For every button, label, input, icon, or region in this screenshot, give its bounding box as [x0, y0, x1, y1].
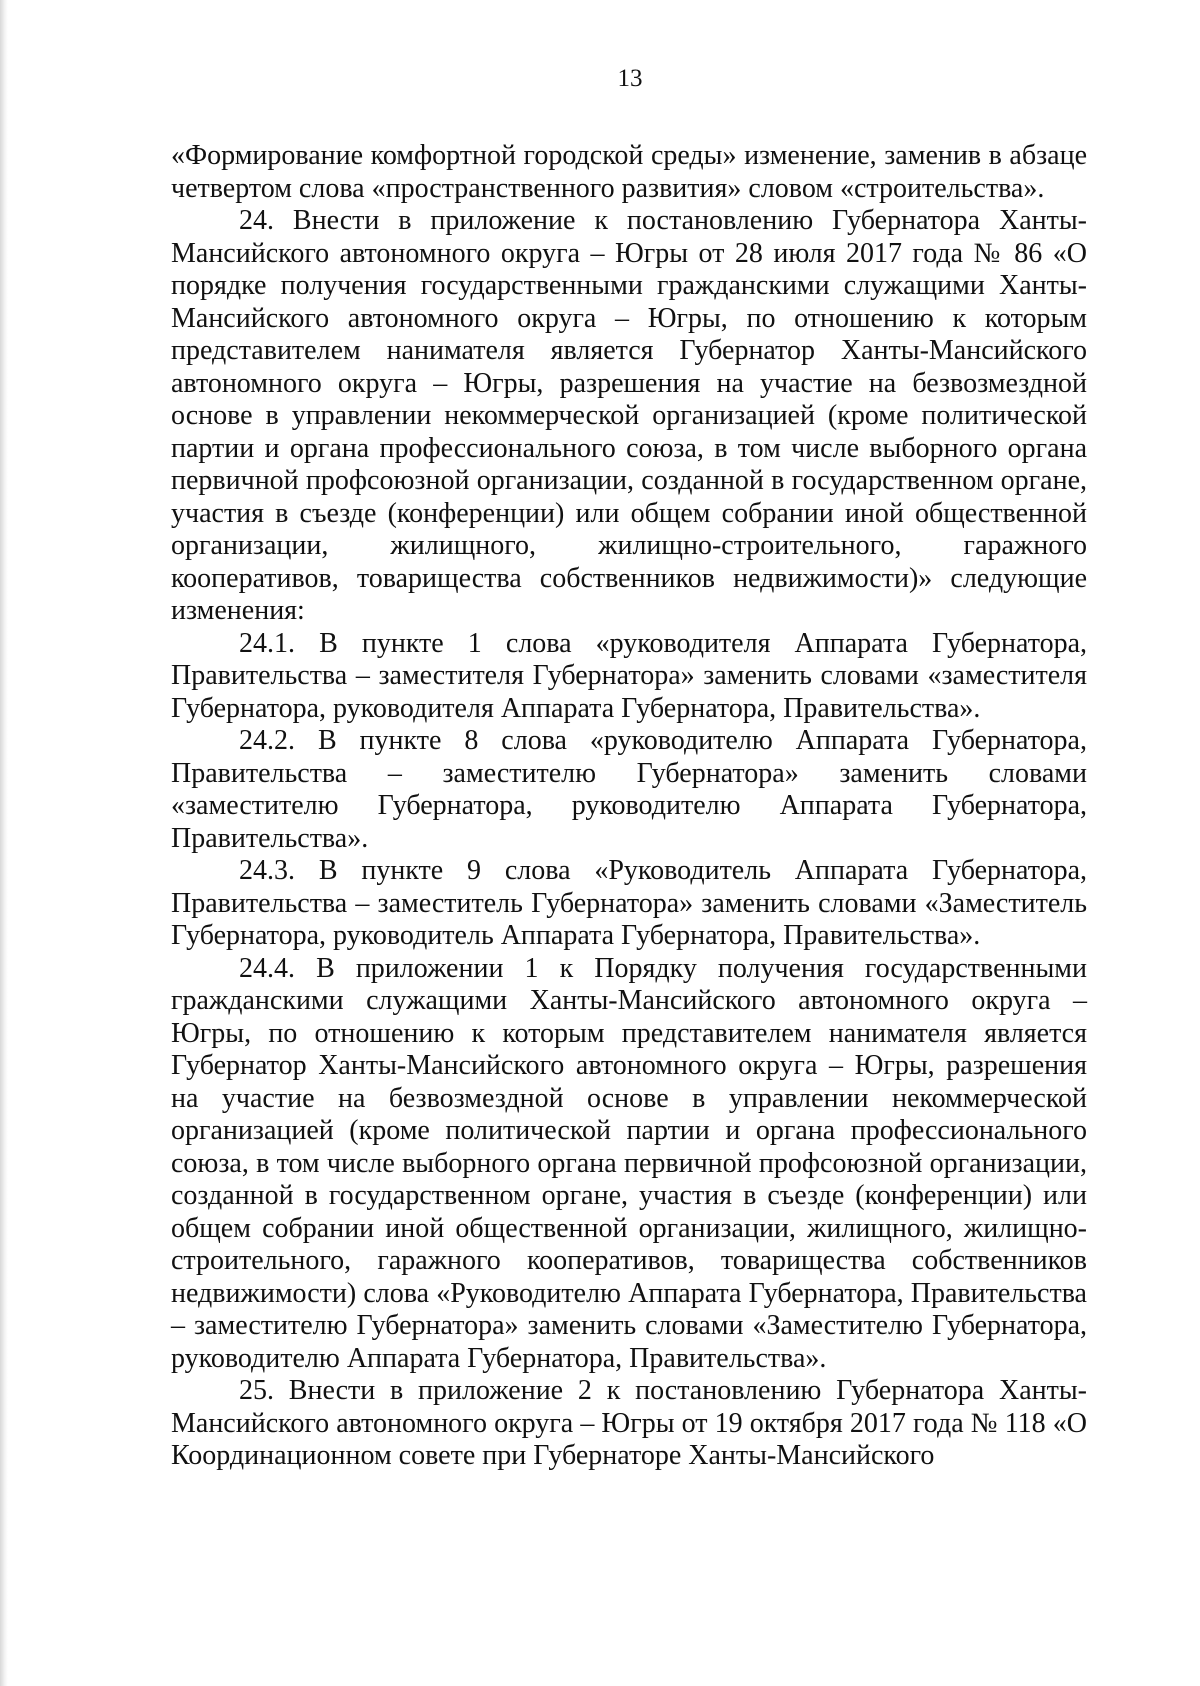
paragraph: «Формирование комфортной городской среды» изменение, заменив в абзаце четвертом слова «пространственного развития» словом «строительства». — [171, 140, 1087, 204]
page-number: 13 — [617, 65, 643, 92]
scan-edge — [0, 0, 8, 1686]
document-body — [171, 140, 1087, 1473]
paragraph: 24.2. В пункте 8 слова «руководителю Аппарата Губернатора, Правительства – заместителю Губернатора» заменить словами «заместителю Губернатора, руководителю Аппарата Губернатора, Правительства». — [171, 725, 1087, 854]
paragraph: 24.1. В пункте 1 слова «руководителя Аппарата Губернатора, Правительства – заместителя Губернатора» заменить словами «заместителя Губернатора, руководителя Аппарата Губернатора, Правительства». — [171, 627, 1087, 724]
paragraph: 24.4. В приложении 1 к Порядку получения государственными гражданскими служащими Ханты-Мансийского автономного округа – Югры, по отношению к которым представителем нанимателя является Губернатор Ханты-Мансийского автономного округа – Югры, разрешения на участие на безвозмездной основе в управлении некоммерческой организацией (кроме политической партии и органа профессионального союза, в том числе выборного органа первичной профсоюзной организации, созданной в государственном органе, участия в съезде (конференции) или общем собрании иной общественной организации, жилищного, жилищно-строительного, гаражного кооперативов, товарищества собственников недвижимости) слова «Руководителю Аппарата Губернатора, Правительства – заместителю Губернатора» заменить словами «Заместителю Губернатора, руководителю Аппарата Губернатора, Правительства». — [171, 952, 1087, 1374]
paragraph: 24. Внести в приложение к постановлению Губернатора Ханты-Мансийского автономного округа – Югры от 28 июля 2017 года № 86 «О порядке получения государственными гражданскими служащими Ханты-Мансийского автономного округа – Югры, по отношению к которым представителем нанимателя является Губернатор Ханты-Мансийского автономного округа – Югры, разрешения на участие на безвозмездной основе в управлении некоммерческой организацией (кроме политической партии и органа профессионального союза, в том числе выборного органа первичной профсоюзной организации, созданной в государственном органе, участия в съезде (конференции) или общем собрании иной общественной организации, жилищного, жилищно-строительного, гаражного кооперативов, товарищества собственников недвижимости)» следующие изменения: — [171, 205, 1087, 626]
paragraph: 25. Внести в приложение 2 к постановлению Губернатора Ханты-Мансийского автономного округа – Югры от 19 октября 2017 года № 118 «О Координационном совете при Губернаторе Ханты-Мансийского — [171, 1375, 1087, 1471]
paragraph: 24.3. В пункте 9 слова «Руководитель Аппарата Губернатора, Правительства – заместитель Губернатора» заменить словами «Заместитель Губернатора, руководитель Аппарата Губернатора, Правительства». — [171, 855, 1087, 951]
